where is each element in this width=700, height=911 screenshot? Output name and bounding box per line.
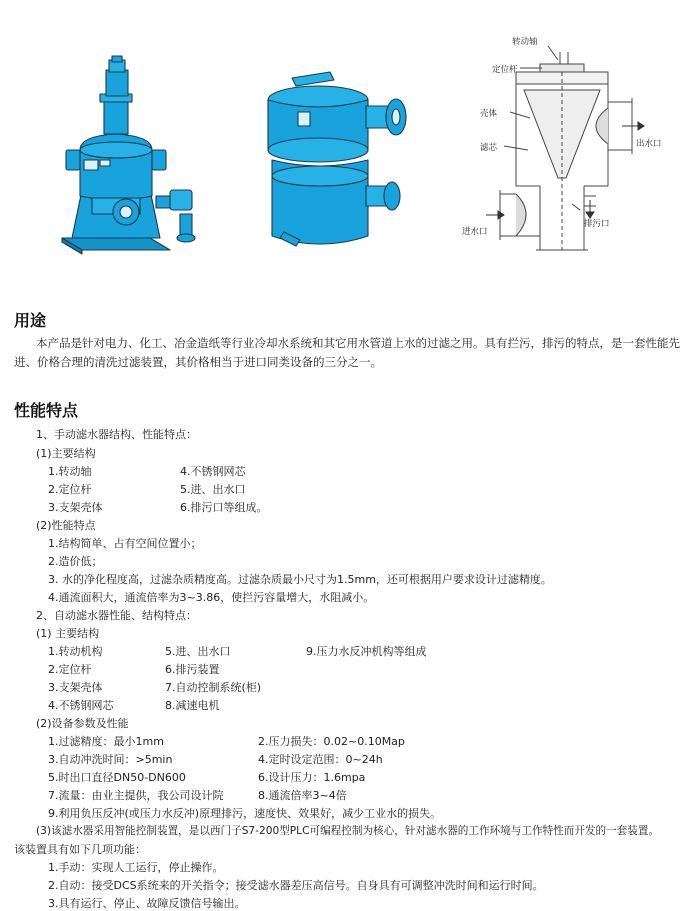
list-item: 2.自动：接受DCS系统来的开关指令；接受滤水器差压高信号。自身具有可调整冲洗时间和运行时间。	[48, 879, 544, 892]
usage-paragraph	[14, 334, 690, 372]
manual-filter-heading: 1、手动滤水器结构、性能特点：	[36, 428, 197, 441]
list-item: 6.排污口等组成。	[180, 501, 268, 514]
list-item: 2.定位杆	[48, 663, 92, 676]
usage-line-2: 进、价格合理的清洗过滤装置，其价格相当于进口同类设备的三分之一。	[14, 355, 382, 369]
list-item: 1.手动：实现人工运行，停止操作。	[48, 861, 224, 874]
list-item: 5.时出口直径DN50-DN600	[48, 771, 186, 784]
list-item: 8.通流倍率3~4倍	[258, 789, 347, 802]
list-item: 9.利用负压反冲(或压力水反冲)原理排污，速度快、效果好，减少工业水的损失。	[48, 807, 442, 820]
usage-line-1: 本产品是针对电力、化工、冶金造纸等行业冷却水系统和其它用水管道上水的过滤之用。具有拦污，排污的特点，是一套性能先	[36, 336, 680, 350]
label-rotating-shaft: 转动轴	[512, 37, 538, 47]
list-item: 3.具有运行、停止、故障反馈信号输出。	[48, 897, 246, 910]
list-item: 6.排污装置	[165, 663, 220, 676]
list-item: 1.结构简单、占有空间位置小；	[48, 537, 202, 550]
list-item: 7.自动控制系统(柜)	[165, 681, 262, 694]
label-water-outlet: 出水口	[636, 139, 662, 149]
list-item: 3. 水的净化程度高，过滤杂质精度高。过滤杂质最小尺寸为1.5mm，还可根据用户要求设计过滤精度。	[48, 573, 552, 586]
list-item: 7.流量：由业主提供，我公司设计院	[48, 789, 224, 802]
manual-performance-heading: (2)性能特点	[36, 519, 96, 532]
list-item: 3.支架壳体	[48, 681, 103, 694]
list-item: 4.不锈钢网芯	[180, 465, 246, 478]
label-positioning-rod: 定位杆	[492, 65, 518, 75]
list-item: 4.定时设定范围：0~24h	[258, 753, 383, 766]
features-title: 性能特点	[14, 401, 79, 420]
manual-structure-heading: (1)主要结构	[36, 447, 96, 460]
label-filter-element: 滤芯	[480, 143, 498, 153]
automatic-filter-image	[62, 56, 195, 254]
list-item: 2.定位杆	[48, 483, 92, 496]
list-item: 3.自动冲洗时间：>5min	[48, 753, 173, 766]
filter-schematic	[500, 46, 632, 250]
functions-intro: 该装置具有如下几项功能：	[14, 843, 146, 856]
list-item: 2.造价低；	[48, 555, 103, 568]
usage-title: 用途	[14, 311, 47, 330]
auto-filter-heading: 2、自动滤水器性能、结构特点：	[36, 609, 197, 622]
label-shell: 壳体	[480, 109, 498, 119]
list-item: 3.支架壳体	[48, 501, 103, 514]
manual-filter-image	[268, 72, 406, 246]
list-item: 1.转动轴	[48, 465, 92, 478]
list-item: 1.转动机构	[48, 645, 103, 658]
list-item: 5.进、出水口	[165, 645, 231, 658]
auto-params-heading: (2)设备参数及性能	[36, 717, 129, 730]
list-item: 2.压力损失：0.02~0.10Map	[258, 735, 405, 748]
list-item: 5.进、出水口	[180, 483, 246, 496]
label-water-inlet: 进水口	[462, 227, 488, 237]
list-item: 4.通流面积大，通流倍率为3~3.86，使拦污容量增大，水阻减小。	[48, 591, 375, 604]
list-item: 4.不锈钢网芯	[48, 699, 114, 712]
list-item: 6.设计压力：1.6mpa	[258, 771, 366, 784]
auto-structure-heading: (1) 主要结构	[36, 627, 100, 640]
list-item: 9.压力水反冲机构等组成	[306, 645, 427, 658]
product-illustrations	[0, 0, 700, 290]
list-item: 1.过滤精度：最小1mm	[48, 735, 164, 748]
list-item: 8.减速电机	[165, 699, 220, 712]
plc-paragraph: (3)该滤水器采用智能控制装置，是以西门子S7-200型PLC可编程控制为核心，针对滤水器的工作环境与工作特性而开发的一套装置。	[36, 825, 660, 837]
label-drain-outlet: 排污口	[584, 219, 610, 229]
